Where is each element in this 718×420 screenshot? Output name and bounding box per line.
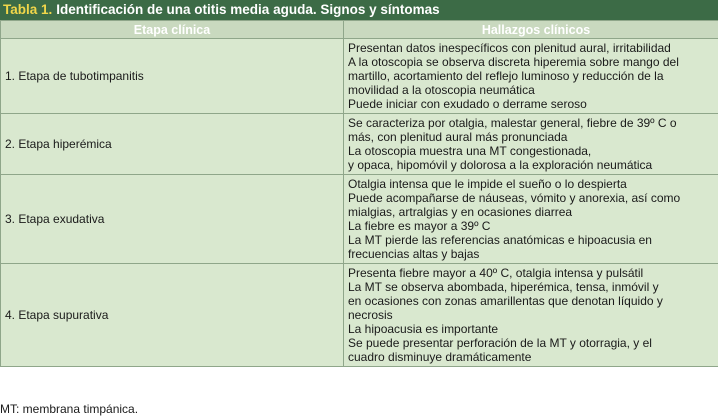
finding-line: La otoscopia muestra una MT congestionada, bbox=[348, 144, 592, 158]
finding-line: Otalgia intensa que le impide el sueño o lo despierta bbox=[348, 177, 627, 191]
finding-line: mialgias, artralgias y en ocasiones diarrea bbox=[348, 205, 573, 219]
finding-line: cuadro disminuye dramáticamente bbox=[348, 350, 532, 364]
finding-line: La fiebre es mayor a 39º C bbox=[348, 219, 491, 233]
table-header-row bbox=[1, 21, 718, 39]
findings-cell bbox=[344, 114, 718, 175]
table-number-label: Tabla 1. bbox=[3, 2, 53, 17]
table-row bbox=[1, 264, 718, 367]
finding-line: necrosis bbox=[348, 308, 393, 322]
stage-cell: 3. Etapa exudativa bbox=[1, 175, 344, 264]
findings-cell bbox=[344, 175, 718, 264]
finding-line: Puede iniciar con exudado o derrame seroso bbox=[348, 97, 587, 111]
finding-line: Presentan datos inespecíficos con plenitud aural, irritabilidad bbox=[348, 41, 671, 55]
finding-line: La hipoacusia es importante bbox=[348, 322, 499, 336]
table-title-bar bbox=[0, 0, 718, 20]
finding-line: y opaca, hipomóvil y dolorosa a la exploración neumática bbox=[348, 158, 653, 172]
stage-cell: 2. Etapa hiperémica bbox=[1, 114, 344, 175]
finding-line: movilidad a la otoscopia neumática bbox=[348, 83, 535, 97]
header-clinical-findings: Hallazgos clínicos bbox=[344, 21, 718, 39]
findings-cell bbox=[344, 39, 718, 114]
finding-line: Puede acompañarse de náuseas, vómito y anorexia, así como bbox=[348, 191, 681, 205]
table-row bbox=[1, 39, 718, 114]
finding-line: frecuencias altas y bajas bbox=[348, 247, 480, 261]
finding-line: Presenta fiebre mayor a 40º C, otalgia intensa y pulsátil bbox=[348, 266, 644, 280]
finding-line: Se puede presentar perforación de la MT y otorragia, y el bbox=[348, 336, 652, 350]
finding-line: más, con plenitud aural más pronunciada bbox=[348, 130, 568, 144]
finding-line: Se caracteriza por otalgia, malestar general, fiebre de 39º C o bbox=[348, 116, 677, 130]
clinical-stages-table bbox=[0, 20, 718, 367]
finding-line: en ocasiones con zonas amarillentas que denotan líquido y bbox=[348, 294, 663, 308]
finding-line: martillo, acortamiento del reflejo luminoso y reducción de la bbox=[348, 69, 664, 83]
footnote: MT: membrana timpánica. bbox=[0, 402, 139, 416]
table-row bbox=[1, 114, 718, 175]
finding-line: A la otoscopia se observa discreta hiperemia sobre mango del bbox=[348, 55, 679, 69]
findings-cell bbox=[344, 264, 718, 367]
finding-line: La MT se observa abombada, hiperémica, tensa, inmóvil y bbox=[348, 280, 659, 294]
stage-cell: 1. Etapa de tubotimpanitis bbox=[1, 39, 344, 114]
table-title: Identificación de una otitis media aguda. Signos y síntomas bbox=[56, 2, 440, 17]
finding-line: La MT pierde las referencias anatómicas e hipoacusia en bbox=[348, 233, 652, 247]
header-clinical-stage: Etapa clínica bbox=[1, 21, 344, 39]
table-row bbox=[1, 175, 718, 264]
stage-cell: 4. Etapa supurativa bbox=[1, 264, 344, 367]
